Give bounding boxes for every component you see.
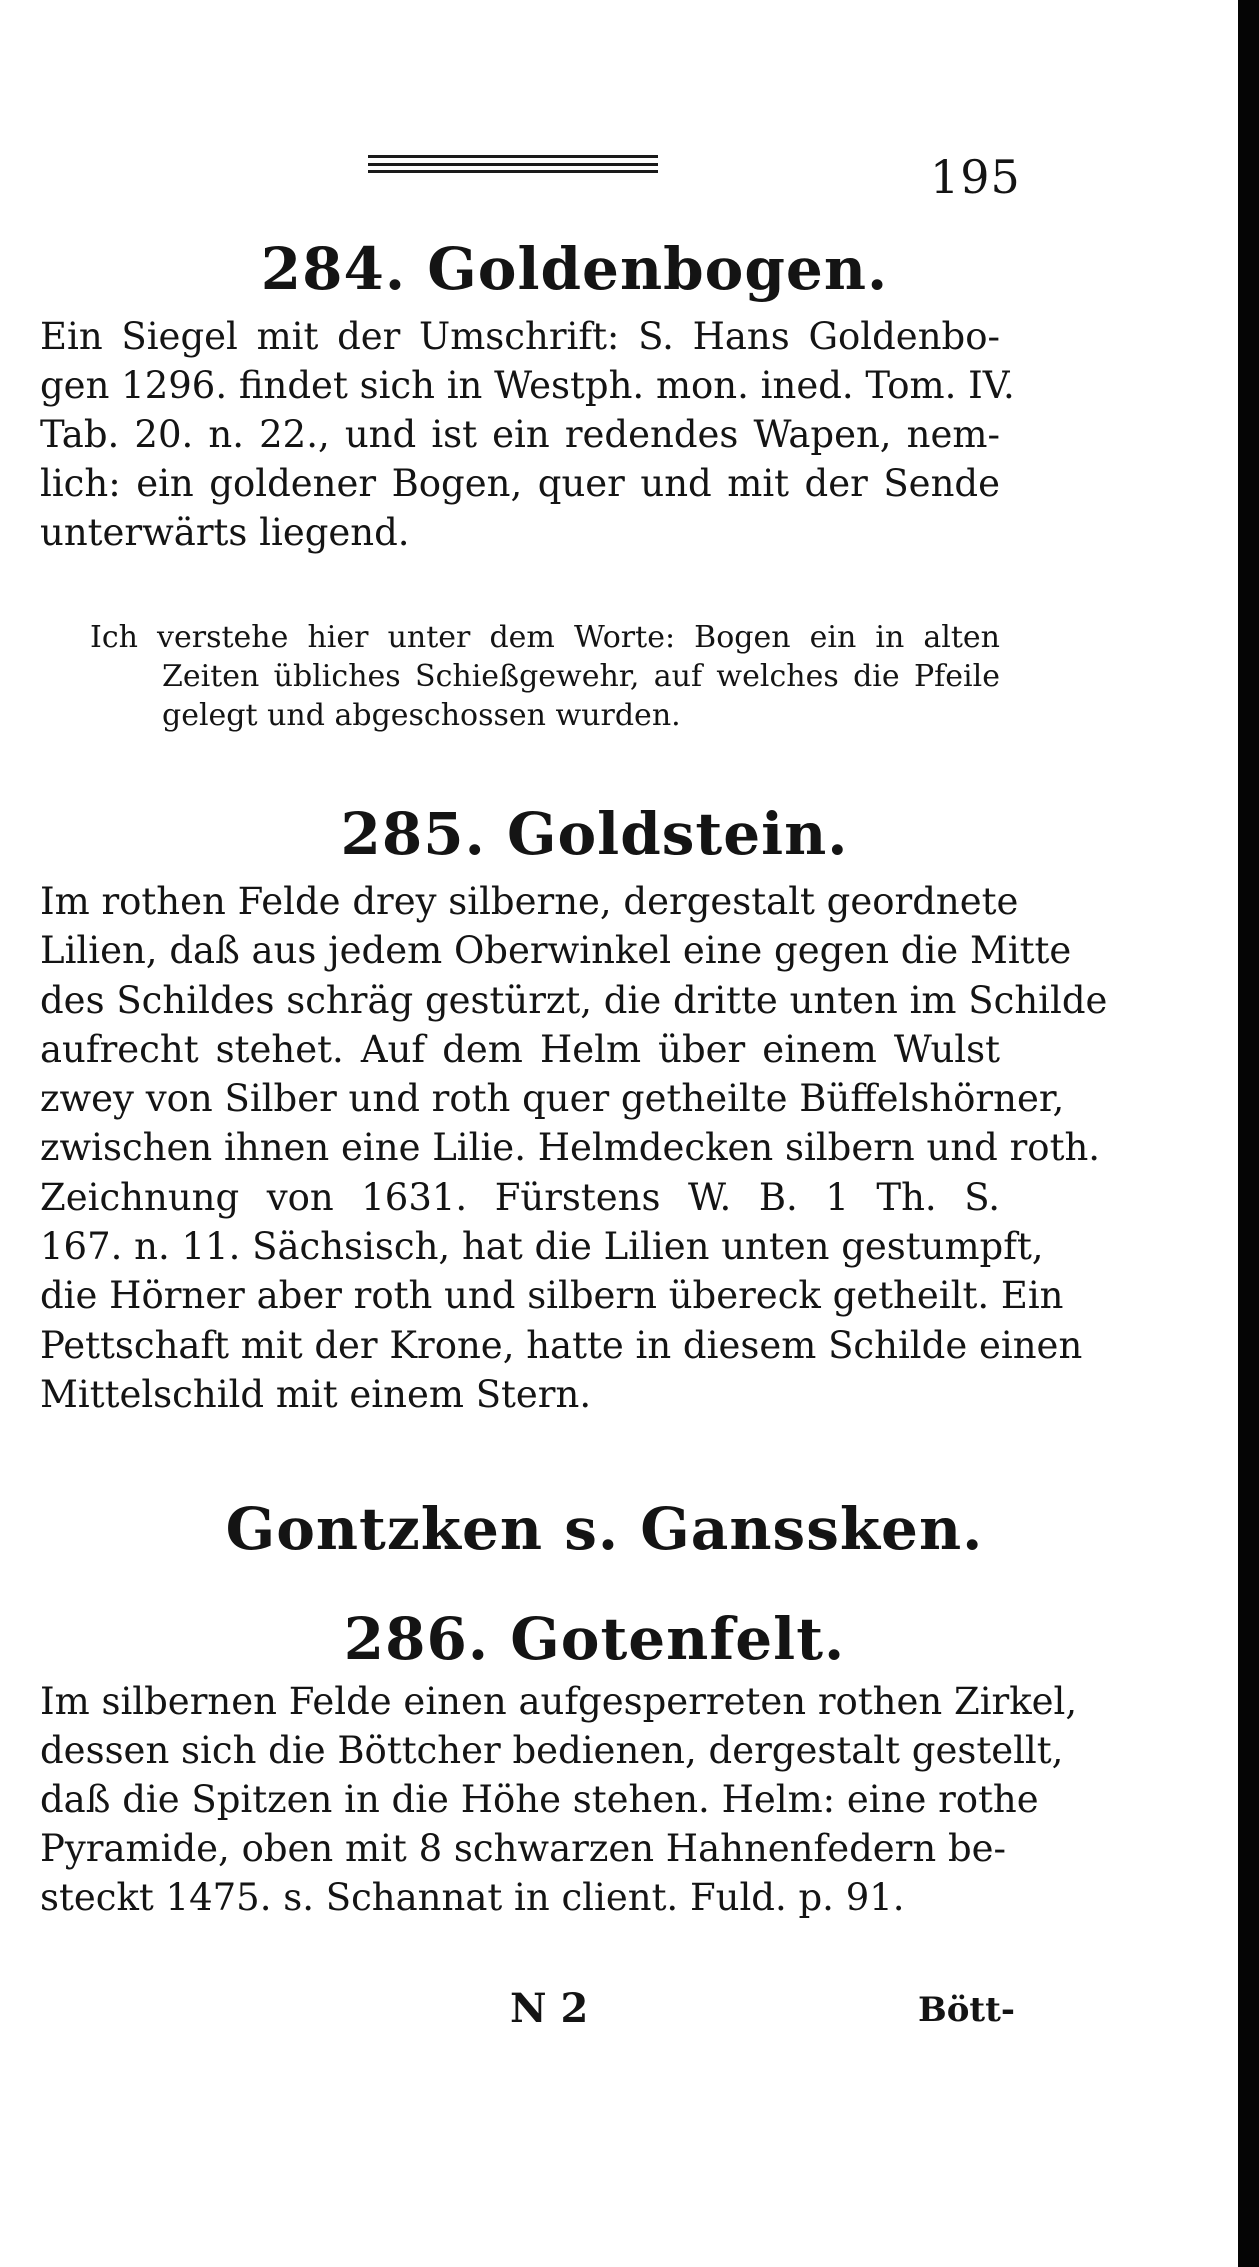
- text-line: Im rothen Felde drey silberne, dergestalt geordnete: [40, 880, 1019, 923]
- entry-body: [40, 1677, 1078, 1922]
- text-line: des Schildes schräg gestürzt, die dritte unten im Schilde: [40, 978, 1108, 1022]
- text-line: aufrecht stehet. Auf dem Helm über einem Wulst: [40, 1027, 1000, 1071]
- page-number: 195: [930, 150, 1021, 204]
- entry-heading: 284. Goldenbogen.: [260, 235, 889, 303]
- text-line: dessen sich die Böttcher bedienen, dergestalt gestellt,: [40, 1729, 1064, 1772]
- text-line: lich: ein goldener Bogen, quer und mit der Sende: [40, 462, 1000, 505]
- text-line: 167. n. 11. Sächsisch, hat die Lilien unten gestumpft,: [40, 1225, 1044, 1269]
- text-line: Mittelschild mit einem Stern.: [40, 1372, 592, 1416]
- text-line: unterwärts liegend.: [40, 511, 410, 554]
- text-line: gen 1296. findet sich in Westph. mon. ined. Tom. IV.: [40, 364, 1015, 407]
- cross-reference-heading: Gontzken s. Ganssken.: [225, 1495, 984, 1563]
- header-rule: [368, 170, 658, 173]
- entry-body: [40, 312, 1015, 557]
- text-line: die Hörner aber roth und silbern übereck getheilt. Ein: [40, 1274, 1064, 1318]
- text-line: Pyramide, oben mit 8 schwarzen Hahnenfedern be-: [40, 1827, 1007, 1870]
- entry-body: [40, 877, 1108, 1419]
- text-line: steckt 1475. s. Schannat in client. Fuld. p. 91.: [40, 1876, 905, 1919]
- note-line: Ich verstehe hier unter dem Worte: Bogen ein in alten: [90, 620, 1000, 655]
- text-line: Zeichnung von 1631. Fürstens W. B. 1 Th. S.: [40, 1175, 1000, 1219]
- text-line: zwischen ihnen eine Lilie. Helmdecken silbern und roth.: [40, 1126, 1101, 1170]
- text-line: Lilien, daß aus jedem Oberwinkel eine gegen die Mitte: [40, 929, 1072, 973]
- text-line: Im silbernen Felde einen aufgesperreten rothen Zirkel,: [40, 1680, 1078, 1723]
- page-edge-shadow: [1238, 0, 1259, 2267]
- signature-mark: N 2: [510, 1985, 589, 2032]
- catchword: Bött-: [918, 1990, 1015, 2030]
- text-line: daß die Spitzen in die Höhe stehen. Helm: eine rothe: [40, 1778, 1039, 1821]
- header-rule: [368, 155, 658, 158]
- text-line: Ein Siegel mit der Umschrift: S. Hans Goldenbo-: [40, 315, 1000, 358]
- entry-note: [90, 618, 1000, 735]
- header-rule: [368, 163, 658, 166]
- text-line: zwey von Silber und roth quer getheilte Büffelshörner,: [40, 1077, 1065, 1121]
- text-line: Pettschaft mit der Krone, hatte in diesem Schilde einen: [40, 1323, 1083, 1367]
- entry-heading: 285. Goldstein.: [340, 800, 849, 868]
- note-line: Zeiten übliches Schießgewehr, auf welches die Pfeile: [162, 659, 1000, 694]
- entry-heading: 286. Gotenfelt.: [343, 1605, 846, 1673]
- note-line: gelegt und abgeschossen wurden.: [162, 698, 681, 733]
- text-line: Tab. 20. n. 22., und ist ein redendes Wapen, nem-: [40, 413, 1000, 456]
